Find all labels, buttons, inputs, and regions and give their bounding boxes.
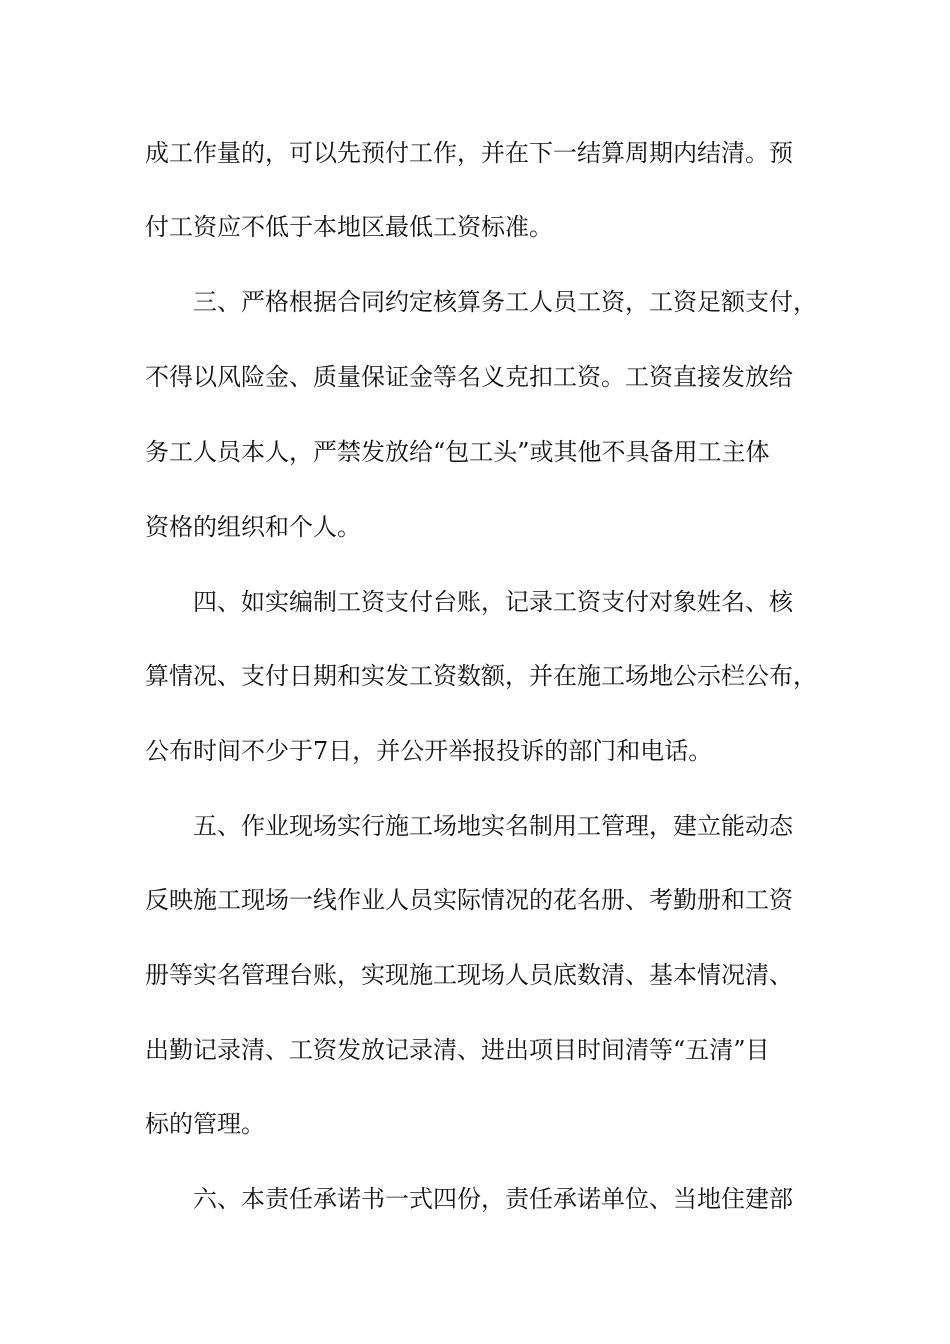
- text-line: 算情况、支付日期和实发工资数额，并在施工场地公示栏公布，: [145, 662, 817, 690]
- text-line: 不得以风险金、质量保证金等名义克扣工资。工资直接发放给: [145, 363, 793, 391]
- paragraph-5-line: 五、作业现场实行施工场地实名制用工管理，建立能动态: [193, 812, 793, 840]
- paragraph-3-line: 三、严格根据合同约定核算务工人员工资，工资足额支付，: [193, 288, 817, 316]
- paragraph-4-line: 四、如实编制工资支付台账，记录工资支付对象姓名、核: [193, 588, 793, 616]
- text-line: 公布时间不少于7日，并公开举报投诉的部门和电话。: [145, 737, 713, 765]
- text-line: 成工作量的，可以先预付工作，并在下一结算周期内结清。预: [145, 139, 793, 167]
- text-line: 册等实名管理台账，实现施工现场人员底数清、基本情况清、: [145, 961, 793, 989]
- text-line: 标的管理。: [145, 1110, 265, 1138]
- text-line: 反映施工现场一线作业人员实际情况的花名册、考勤册和工资: [145, 886, 793, 914]
- text-line: 务工人员本人，严禁发放给“包工头”或其他不具备用工主体: [145, 438, 770, 466]
- text-line: 资格的组织和个人。: [145, 513, 361, 541]
- text-line: 付工资应不低于本地区最低工资标准。: [145, 213, 553, 241]
- text-line: 出勤记录清、工资发放记录清、进出项目时间清等“五清”目: [145, 1036, 770, 1064]
- paragraph-6-line: 六、本责任承诺书一式四份，责任承诺单位、当地住建部: [193, 1185, 793, 1213]
